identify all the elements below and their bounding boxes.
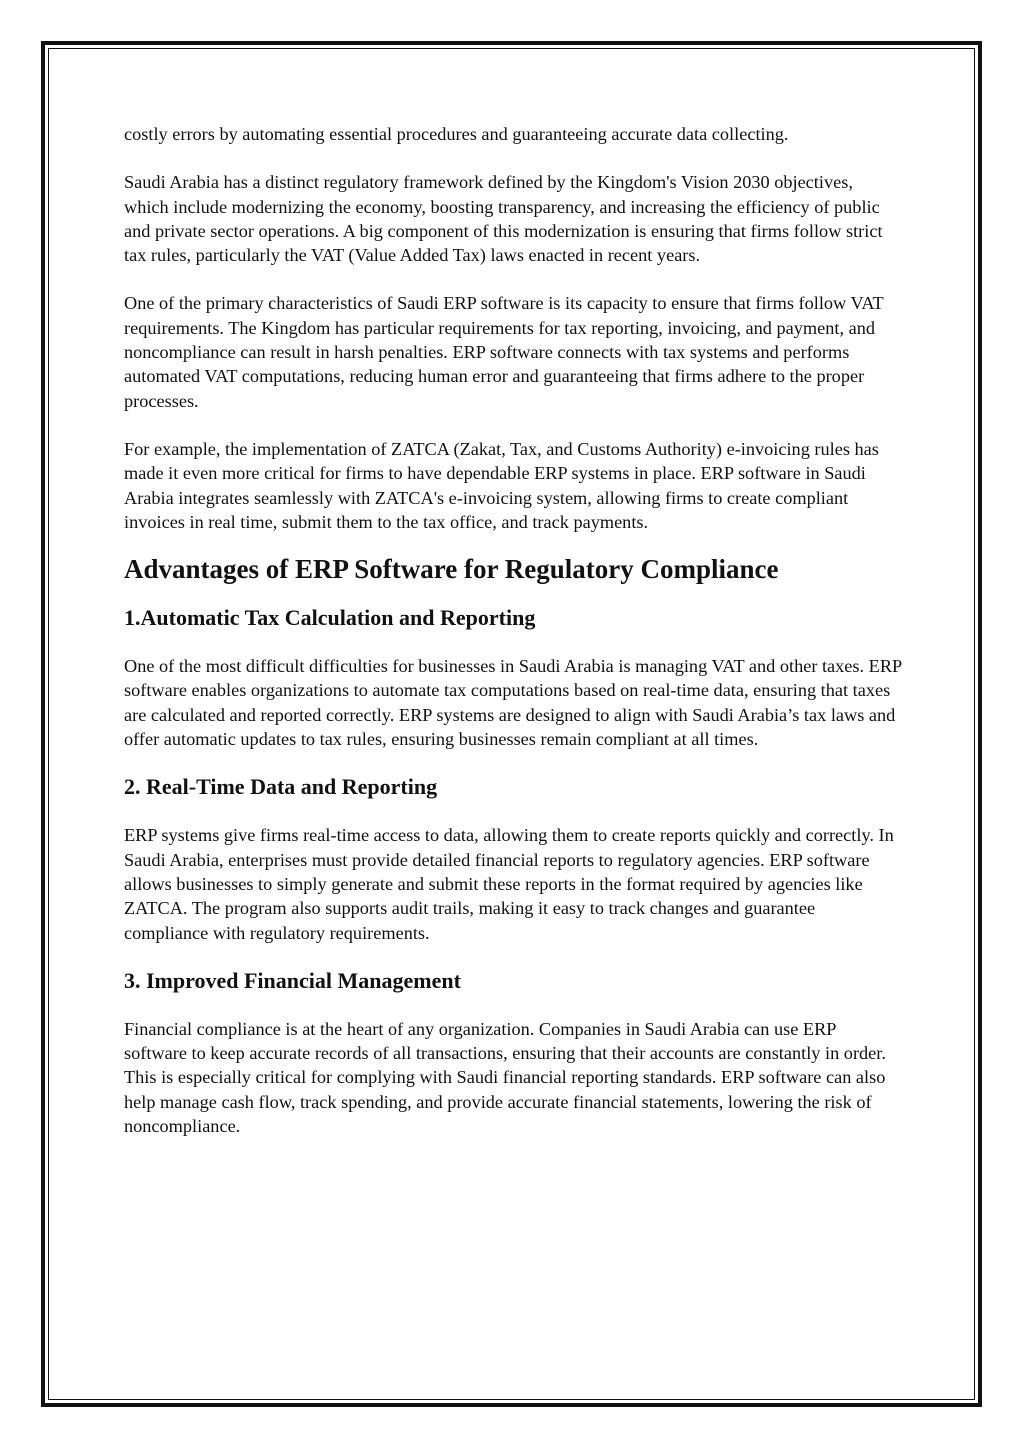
paragraph-regulatory-framework: Saudi Arabia has a distinct regulatory framework defined by the Kingdom's Vision 2030 objectives, which include modernizing the economy, boosting transparency, and increasing the efficiency of public and private sector operations. A big component of this modernization is ensuring that firms follow strict tax rules, particularly the VAT (Value Added Tax) laws enacted in recent years.: [124, 172, 883, 266]
subsection-heading-financial-management: 3. Improved Financial Management: [124, 967, 461, 993]
subsection-heading-real-time-data: 2. Real-Time Data and Reporting: [124, 774, 438, 800]
subsection-body-real-time-data: ERP systems give firms real-time access to data, allowing them to create reports quickly and correctly. In Saudi Arabia, enterprises must provide detailed financial reports to regulatory agencies. ERP software allows businesses to simply generate and submit these reports in the format required by agencies like ZATCA. The program also supports audit trails, making it easy to track changes and guarantee compliance with regulatory requirements.: [124, 825, 894, 943]
subsection-body-tax-calculation: One of the most difficult difficulties for businesses in Saudi Arabia is managing VAT and other taxes. ERP software enables organizations to automate tax computations based on real-time data, ensuring that taxes are calculated and reported correctly. ERP systems are designed to align with Saudi Arabia’s tax laws and offer automatic updates to tax rules, ensuring businesses remain compliant at all times.: [124, 656, 902, 750]
paragraph-continuation: costly errors by automating essential procedures and guaranteeing accurate data collecting.: [124, 124, 789, 144]
section-heading: Advantages of ERP Software for Regulatory Compliance: [124, 554, 779, 585]
paragraph-vat-compliance: One of the primary characteristics of Saudi ERP software is its capacity to ensure that firms follow VAT requirements. The Kingdom has particular requirements for tax reporting, invoicing, and payment, and noncompliance can result in harsh penalties. ERP software connects with tax systems and performs automated VAT computations, reducing human error and guaranteeing that firms adhere to the proper processes.: [124, 293, 884, 411]
paragraph-zatca-example: For example, the implementation of ZATCA (Zakat, Tax, and Customs Authority) e-invoicing rules has made it even more critical for firms to have dependable ERP systems in place. ERP software in Saudi Arabia integrates seamlessly with ZATCA's e-invoicing system, allowing firms to create compliant invoices in real time, submit them to the tax office, and track payments.: [124, 438, 879, 532]
subsection-body-financial-management: Financial compliance is at the heart of any organization. Companies in Saudi Arabia can use ERP software to keep accurate records of all transactions, ensuring that their accounts are constantly in order. This is especially critical for complying with Saudi financial reporting standards. ERP software can also help manage cash flow, track spending, and provide accurate financial statements, lowering the risk of noncompliance.: [124, 1018, 886, 1137]
subsection-heading-tax-calculation: 1.Automatic Tax Calculation and Reporting: [124, 605, 536, 631]
document-body: [124, 122, 902, 1138]
